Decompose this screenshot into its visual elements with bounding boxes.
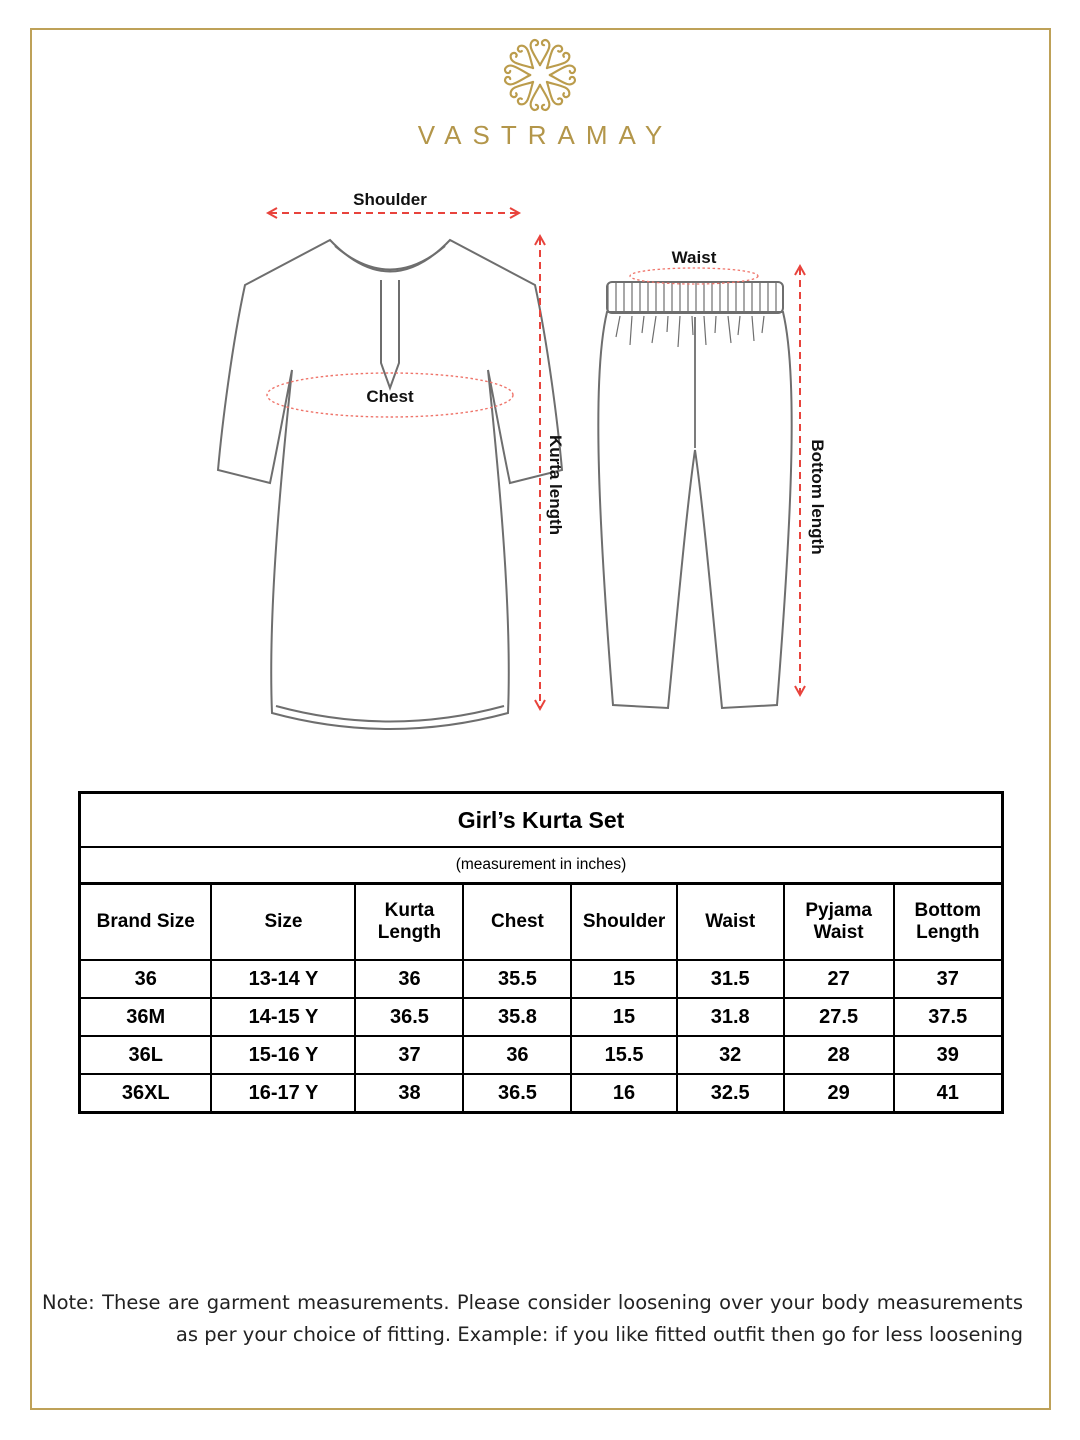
cell-size: 13-14 Y	[211, 960, 355, 998]
table-header-row	[80, 884, 1003, 961]
cell-bottom-length: 39	[894, 1036, 1003, 1074]
waist-label: Waist	[671, 248, 717, 267]
cell-chest: 35.5	[463, 960, 571, 998]
cell-brand-size: 36M	[80, 998, 212, 1036]
cell-bottom-length: 41	[894, 1074, 1003, 1113]
table-row	[80, 998, 1003, 1036]
cell-waist: 32	[677, 1036, 784, 1074]
cell-pyjama-waist: 28	[784, 1036, 894, 1074]
cell-pyjama-waist: 27	[784, 960, 894, 998]
cell-pyjama-waist: 29	[784, 1074, 894, 1113]
col-header-brand-size: Brand Size	[80, 884, 212, 961]
cell-chest: 35.8	[463, 998, 571, 1036]
cell-brand-size: 36XL	[80, 1074, 212, 1113]
col-header-waist: Waist	[677, 884, 784, 961]
col-header-bottom-length: Bottom Length	[894, 884, 1003, 961]
table-title-row	[80, 793, 1003, 848]
table-subtitle: (measurement in inches)	[80, 847, 1003, 884]
cell-bottom-length: 37	[894, 960, 1003, 998]
col-header-chest: Chest	[463, 884, 571, 961]
cell-waist: 32.5	[677, 1074, 784, 1113]
cell-size: 14-15 Y	[211, 998, 355, 1036]
cell-shoulder: 15	[571, 998, 676, 1036]
brand-logo	[0, 34, 1080, 151]
table-title: Girl’s Kurta Set	[80, 793, 1003, 848]
cell-shoulder: 15	[571, 960, 676, 998]
cell-kurta-length: 38	[355, 1074, 463, 1113]
shoulder-label: Shoulder	[353, 190, 427, 209]
cell-size: 16-17 Y	[211, 1074, 355, 1113]
shoulder-dimension-arrow	[268, 208, 519, 218]
cell-waist: 31.5	[677, 960, 784, 998]
measurement-note	[42, 1291, 1023, 1346]
cell-chest: 36.5	[463, 1074, 571, 1113]
measurement-diagram	[180, 185, 880, 745]
cell-pyjama-waist: 27.5	[784, 998, 894, 1036]
note-line-2: as per your choice of fitting. Example: if you like fitted outfit then go for less loosening	[175, 1323, 1023, 1346]
cell-chest: 36	[463, 1036, 571, 1074]
size-chart-table	[78, 791, 1004, 1114]
cell-kurta-length: 37	[355, 1036, 463, 1074]
cell-shoulder: 15.5	[571, 1036, 676, 1074]
cell-shoulder: 16	[571, 1074, 676, 1113]
cell-kurta-length: 36	[355, 960, 463, 998]
cell-brand-size: 36	[80, 960, 212, 998]
col-header-size: Size	[211, 884, 355, 961]
table-row	[80, 960, 1003, 998]
bottom-length-label: Bottom length	[808, 439, 827, 555]
table-subtitle-row	[80, 847, 1003, 884]
bottom-length-dimension-arrow	[795, 266, 805, 695]
cell-kurta-length: 36.5	[355, 998, 463, 1036]
cell-brand-size: 36L	[80, 1036, 212, 1074]
note-line-1: Note: These are garment measurements. Please consider loosening over your body measurements	[42, 1291, 1023, 1314]
col-header-shoulder: Shoulder	[571, 884, 676, 961]
chest-label: Chest	[366, 387, 414, 406]
pyjama-sketch	[598, 282, 791, 708]
cell-size: 15-16 Y	[211, 1036, 355, 1074]
table-row	[80, 1036, 1003, 1074]
cell-bottom-length: 37.5	[894, 998, 1003, 1036]
brand-name: VASTRAMAY	[417, 120, 674, 150]
col-header-kurta-length: Kurta Length	[355, 884, 463, 961]
table-row	[80, 1074, 1003, 1113]
cell-waist: 31.8	[677, 998, 784, 1036]
kurta-length-label: Kurta length	[546, 434, 565, 536]
kurta-sketch	[218, 240, 562, 729]
brand-emblem-icon	[499, 34, 581, 116]
col-header-pyjama-waist: Pyjama Waist	[784, 884, 894, 961]
